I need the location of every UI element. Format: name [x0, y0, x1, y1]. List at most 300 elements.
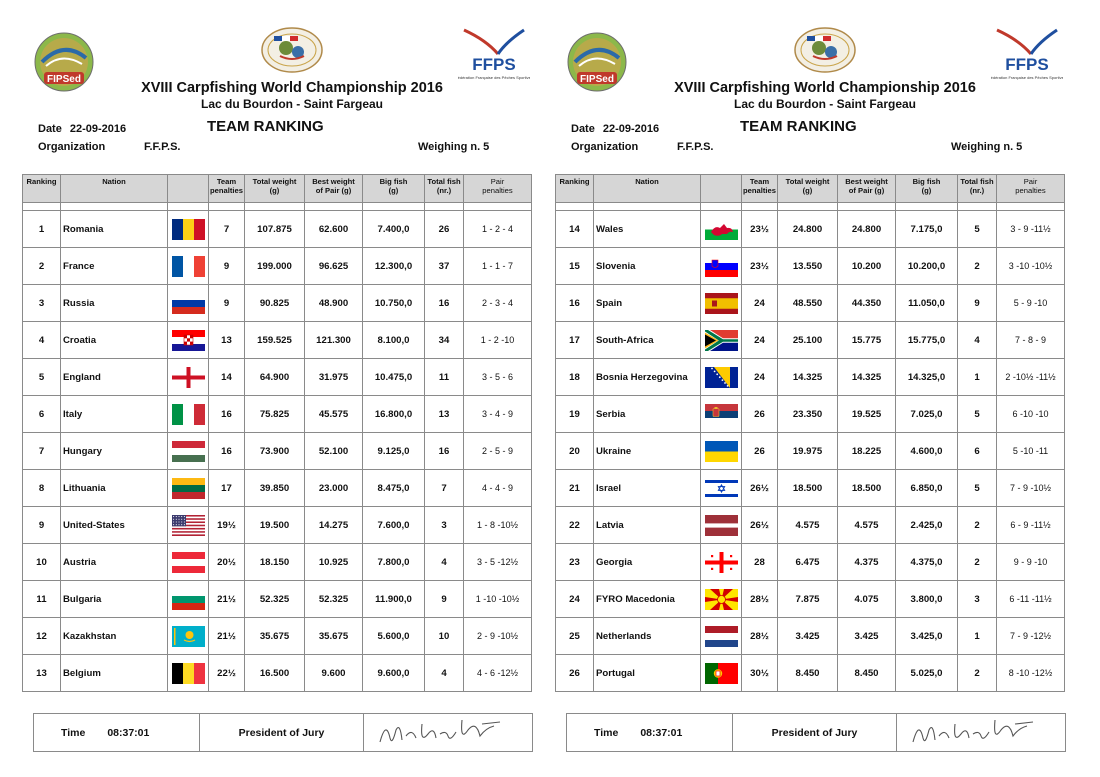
team-penalties-cell: 30½: [742, 655, 778, 692]
time-value: 08:37:01: [640, 726, 683, 739]
table-row: [556, 211, 1065, 248]
big-fish-cell: 2.425,0: [896, 507, 958, 544]
total-fish-cell: 5: [958, 211, 997, 248]
total-fish-cell: 3: [958, 581, 997, 618]
total-fish-cell: 16: [425, 433, 464, 470]
nation-cell: Netherlands: [594, 618, 701, 655]
slovenia-flag: [705, 256, 738, 277]
total-fish-cell: 2: [958, 544, 997, 581]
spacer-cell: [245, 203, 305, 211]
nation-cell: Italy: [61, 396, 168, 433]
table-spacer-row: [556, 203, 1065, 211]
table-row: [556, 396, 1065, 433]
best-pair-weight-cell: 9.600: [305, 655, 363, 692]
pair-penalties-cell: 4 - 6 -12½: [464, 655, 532, 692]
best-pair-weight-cell: 52.325: [305, 581, 363, 618]
nation-cell: Russia: [61, 285, 168, 322]
flag-cell: [168, 618, 209, 655]
best-pair-weight-cell: 3.425: [838, 618, 896, 655]
rank-cell: 11: [23, 581, 61, 618]
ranking-header: [23, 175, 61, 203]
pair-penalties-cell: 3 - 5 -12½: [464, 544, 532, 581]
flag-cell: [168, 470, 209, 507]
table-row: [23, 618, 532, 655]
pair-penalties-cell: 2 - 9 -10½: [464, 618, 532, 655]
rank-cell: 1: [23, 211, 61, 248]
flag-cell: [701, 359, 742, 396]
total-weight-header-line: Total weight: [785, 177, 830, 186]
big-fish-header: [363, 175, 425, 203]
total-fish-cell: 4: [425, 655, 464, 692]
flag-cell: [701, 470, 742, 507]
organization-label: Organization: [571, 141, 639, 153]
team-penalties-cell: 24: [742, 285, 778, 322]
big-fish-cell: 16.800,0: [363, 396, 425, 433]
signature-image: [909, 716, 1039, 750]
flag-cell: [168, 581, 209, 618]
flag-cell: [701, 581, 742, 618]
total-fish-cell: 1: [958, 359, 997, 396]
big-fish-cell: 11.050,0: [896, 285, 958, 322]
best-pair-weight-cell: 62.600: [305, 211, 363, 248]
flag-cell: [168, 248, 209, 285]
table-header-row: [556, 175, 1065, 203]
belgium-flag: [172, 663, 205, 684]
nation-cell: Israel: [594, 470, 701, 507]
total-weight-cell: 24.800: [778, 211, 838, 248]
nation-cell: Belgium: [61, 655, 168, 692]
nation-cell: Croatia: [61, 322, 168, 359]
team-penalties-cell: 20½: [209, 544, 245, 581]
flag-cell: [168, 396, 209, 433]
best-pair-weight-cell: 52.100: [305, 433, 363, 470]
big-fish-cell: 10.475,0: [363, 359, 425, 396]
spacer-cell: [23, 203, 61, 211]
spain-flag: [705, 293, 738, 314]
big-fish-cell: 5.025,0: [896, 655, 958, 692]
team-penalties-cell: 17: [209, 470, 245, 507]
pair-penalties-header-line: Pair: [1023, 177, 1038, 186]
best-weight-pair-header-line: Best weight: [312, 177, 355, 186]
israel-flag: [705, 478, 738, 499]
total-fish-header-line: (nr.): [969, 186, 985, 195]
macedonia-flag: [705, 589, 738, 610]
pair-penalties-cell: 9 - 9 -10: [997, 544, 1065, 581]
total-fish-cell: 9: [958, 285, 997, 322]
big-fish-cell: 15.775,0: [896, 322, 958, 359]
total-weight-header: [245, 175, 305, 203]
spacer-cell: [838, 203, 896, 211]
jury-signature: [897, 714, 1065, 751]
wales-flag: [705, 219, 738, 240]
nation-cell: Austria: [61, 544, 168, 581]
team-penalties-cell: 23½: [742, 248, 778, 285]
total-weight-cell: 64.900: [245, 359, 305, 396]
best-pair-weight-cell: 48.900: [305, 285, 363, 322]
best-pair-weight-cell: 14.325: [838, 359, 896, 396]
italy-flag: [172, 404, 205, 425]
flag-cell: [168, 544, 209, 581]
rank-cell: 21: [556, 470, 594, 507]
team-penalties-header: [209, 175, 245, 203]
flag-cell: [168, 433, 209, 470]
pair-penalties-cell: 1 -10 -10½: [464, 581, 532, 618]
nation-header-line: Nation: [102, 177, 126, 186]
big-fish-cell: 5.600,0: [363, 618, 425, 655]
flag-cell: [701, 433, 742, 470]
total-weight-cell: 39.850: [245, 470, 305, 507]
pair-penalties-cell: 2 -10½ -11½: [997, 359, 1065, 396]
big-fish-cell: 10.200,0: [896, 248, 958, 285]
croatia-flag: [172, 330, 205, 351]
big-fish-cell: 8.475,0: [363, 470, 425, 507]
rank-cell: 16: [556, 285, 594, 322]
nation-cell: England: [61, 359, 168, 396]
championship-venue: Lac du Bourdon - Saint Fargeau: [200, 97, 383, 111]
total-weight-cell: 18.150: [245, 544, 305, 581]
spacer-cell: [742, 203, 778, 211]
bulgaria-flag: [172, 589, 205, 610]
total-weight-cell: 19.975: [778, 433, 838, 470]
team-penalties-cell: 28½: [742, 618, 778, 655]
rank-cell: 25: [556, 618, 594, 655]
total-weight-header-line: (g): [802, 186, 813, 195]
team-penalties-cell: 21½: [209, 581, 245, 618]
table-spacer-row: [23, 203, 532, 211]
nation-cell: Slovenia: [594, 248, 701, 285]
pair-penalties-cell: 7 - 9 -12½: [997, 618, 1065, 655]
pair-penalties-cell: 2 - 5 - 9: [464, 433, 532, 470]
ukraine-flag: [705, 441, 738, 462]
rank-cell: 9: [23, 507, 61, 544]
team-penalties-cell: 21½: [209, 618, 245, 655]
total-fish-cell: 16: [425, 285, 464, 322]
president-of-jury-label: President of Jury: [733, 714, 897, 751]
total-fish-header: [958, 175, 997, 203]
united-states-flag: [172, 515, 205, 536]
big-fish-cell: 9.600,0: [363, 655, 425, 692]
nation-header-line: Nation: [635, 177, 659, 186]
flag-cell: [168, 655, 209, 692]
table-row: [23, 470, 532, 507]
table-row: [23, 359, 532, 396]
big-fish-header: [896, 175, 958, 203]
team-penalties-cell: 26½: [742, 470, 778, 507]
rank-cell: 13: [23, 655, 61, 692]
signature-image: [376, 716, 506, 750]
flag-cell: [701, 211, 742, 248]
best-weight-pair-header-line: of Pair (g): [315, 186, 352, 195]
table-row: [556, 544, 1065, 581]
big-fish-cell: 4.600,0: [896, 433, 958, 470]
total-weight-cell: 199.000: [245, 248, 305, 285]
nation-cell: Serbia: [594, 396, 701, 433]
pair-penalties-header-line: Pair: [490, 177, 505, 186]
hungary-flag: [172, 441, 205, 462]
table-row: [556, 618, 1065, 655]
total-fish-cell: 4: [958, 322, 997, 359]
latvia-flag: [705, 515, 738, 536]
table-row: [23, 248, 532, 285]
table-row: [23, 433, 532, 470]
total-fish-cell: 2: [958, 248, 997, 285]
table-row: [23, 285, 532, 322]
team-penalties-cell: 28: [742, 544, 778, 581]
nation-cell: France: [61, 248, 168, 285]
pair-penalties-cell: 7 - 9 -10½: [997, 470, 1065, 507]
total-weight-cell: 90.825: [245, 285, 305, 322]
table-row: [23, 322, 532, 359]
pair-penalties-cell: 3 -10 -10½: [997, 248, 1065, 285]
total-weight-header-line: Total weight: [252, 177, 297, 186]
pair-penalties-cell: 4 - 4 - 9: [464, 470, 532, 507]
table-row: [556, 507, 1065, 544]
pair-penalties-cell: 3 - 9 -11½: [997, 211, 1065, 248]
best-pair-weight-cell: 96.625: [305, 248, 363, 285]
romania-flag: [172, 219, 205, 240]
flag-cell: [168, 359, 209, 396]
ranking-title: TEAM RANKING: [207, 118, 324, 135]
ranking-sheet-left: [22, 0, 562, 777]
total-fish-header-line: (nr.): [436, 186, 452, 195]
rank-cell: 20: [556, 433, 594, 470]
pair-penalties-cell: 6 -10 -10: [997, 396, 1065, 433]
big-fish-cell: 9.125,0: [363, 433, 425, 470]
organization-label: Organization: [38, 141, 106, 153]
ranking-title: TEAM RANKING: [740, 118, 857, 135]
table-header-row: [23, 175, 532, 203]
table-row: [556, 433, 1065, 470]
flag-cell: [701, 655, 742, 692]
rank-cell: 2: [23, 248, 61, 285]
nation-header: [61, 175, 168, 203]
championship-emblem-logo: [260, 26, 324, 74]
spacer-cell: [61, 203, 168, 211]
big-fish-cell: 7.600,0: [363, 507, 425, 544]
rank-cell: 10: [23, 544, 61, 581]
fipsed-logo-text: FIPSed: [580, 74, 614, 85]
ffps-logo-subtext: Fédération Française des Pêches Sportives: [458, 75, 530, 80]
total-weight-cell: 16.500: [245, 655, 305, 692]
ranking-sheet-right: [555, 0, 1095, 777]
championship-emblem-logo: [793, 26, 857, 74]
time-field: [567, 714, 733, 751]
rank-cell: 3: [23, 285, 61, 322]
best-pair-weight-cell: 35.675: [305, 618, 363, 655]
best-weight-pair-header: [305, 175, 363, 203]
team-penalties-cell: 26: [742, 396, 778, 433]
flag-cell: [168, 507, 209, 544]
total-fish-cell: 6: [958, 433, 997, 470]
serbia-flag: [705, 404, 738, 425]
team-penalties-header-line: Team: [216, 177, 237, 186]
best-pair-weight-cell: 31.975: [305, 359, 363, 396]
nation-header: [594, 175, 701, 203]
portugal-flag: [705, 663, 738, 684]
spacer-cell: [168, 203, 209, 211]
big-fish-cell: 10.750,0: [363, 285, 425, 322]
total-fish-cell: 1: [958, 618, 997, 655]
big-fish-cell: 6.850,0: [896, 470, 958, 507]
date-value: 22-09-2016: [602, 123, 660, 135]
team-penalties-cell: 14: [209, 359, 245, 396]
total-fish-cell: 13: [425, 396, 464, 433]
nation-cell: Ukraine: [594, 433, 701, 470]
total-weight-header-line: (g): [269, 186, 280, 195]
total-weight-cell: 14.325: [778, 359, 838, 396]
table-row: [556, 248, 1065, 285]
date-field: [38, 123, 126, 135]
pair-penalties-cell: 1 - 2 - 4: [464, 211, 532, 248]
total-weight-cell: 8.450: [778, 655, 838, 692]
weighing-number: Weighing n. 5: [418, 141, 490, 153]
total-weight-cell: 25.100: [778, 322, 838, 359]
table-row: [23, 544, 532, 581]
team-penalties-cell: 13: [209, 322, 245, 359]
team-penalties-header-line: penalties: [743, 186, 776, 195]
total-fish-cell: 11: [425, 359, 464, 396]
best-weight-pair-header-line: of Pair (g): [848, 186, 885, 195]
total-fish-cell: 10: [425, 618, 464, 655]
best-pair-weight-cell: 10.200: [838, 248, 896, 285]
flag-cell: [701, 396, 742, 433]
rank-cell: 7: [23, 433, 61, 470]
england-flag: [172, 367, 205, 388]
table-row: [556, 581, 1065, 618]
flag-header: [701, 175, 742, 203]
team-penalties-cell: 23½: [742, 211, 778, 248]
time-label: Time: [594, 726, 619, 739]
ranking-header-line: Ranking: [26, 177, 57, 186]
total-weight-cell: 7.875: [778, 581, 838, 618]
total-fish-cell: 5: [958, 470, 997, 507]
team-penalties-cell: 9: [209, 285, 245, 322]
georgia-flag: [705, 552, 738, 573]
flag-cell: [701, 248, 742, 285]
championship-title: XVIII Carpfishing World Championship 2016: [674, 80, 976, 96]
pair-penalties-cell: 8 -10 -12½: [997, 655, 1065, 692]
table-row: [23, 211, 532, 248]
best-pair-weight-cell: 45.575: [305, 396, 363, 433]
team-penalties-header: [742, 175, 778, 203]
bosnia-herzegovina-flag: [705, 367, 738, 388]
pair-penalties-cell: 6 -11 -11½: [997, 581, 1065, 618]
flag-cell: [168, 211, 209, 248]
flag-header: [168, 175, 209, 203]
pair-penalties-header: [997, 175, 1065, 203]
team-penalties-cell: 9: [209, 248, 245, 285]
spacer-cell: [464, 203, 532, 211]
ffps-logo-subtext: Fédération Française des Pêches Sportives: [991, 75, 1063, 80]
team-penalties-cell: 26: [742, 433, 778, 470]
big-fish-cell: 4.375,0: [896, 544, 958, 581]
flag-cell: [701, 544, 742, 581]
total-weight-cell: 4.575: [778, 507, 838, 544]
total-fish-cell: 9: [425, 581, 464, 618]
total-fish-cell: 5: [958, 396, 997, 433]
rank-cell: 12: [23, 618, 61, 655]
pair-penalties-header-line: penalties: [1015, 186, 1046, 195]
pair-penalties-cell: 2 - 3 - 4: [464, 285, 532, 322]
date-field: [571, 123, 659, 135]
pair-penalties-cell: 6 - 9 -11½: [997, 507, 1065, 544]
spacer-cell: [209, 203, 245, 211]
table-row: [556, 359, 1065, 396]
best-pair-weight-cell: 4.575: [838, 507, 896, 544]
total-weight-cell: 18.500: [778, 470, 838, 507]
big-fish-cell: 3.425,0: [896, 618, 958, 655]
championship-venue: Lac du Bourdon - Saint Fargeau: [733, 97, 916, 111]
spacer-cell: [556, 203, 594, 211]
russia-flag: [172, 293, 205, 314]
nation-cell: Georgia: [594, 544, 701, 581]
big-fish-cell: 7.025,0: [896, 396, 958, 433]
total-fish-header-line: Total fish: [427, 177, 461, 186]
big-fish-cell: 12.300,0: [363, 248, 425, 285]
team-penalties-cell: 24: [742, 322, 778, 359]
table-row: [556, 470, 1065, 507]
table-body: [23, 203, 532, 692]
nation-cell: Bosnia Herzegovina: [594, 359, 701, 396]
team-penalties-cell: 16: [209, 396, 245, 433]
spacer-cell: [958, 203, 997, 211]
total-fish-cell: 34: [425, 322, 464, 359]
ranking-table: [555, 174, 1065, 692]
big-fish-cell: 8.100,0: [363, 322, 425, 359]
weighing-number: Weighing n. 5: [951, 141, 1023, 153]
nation-cell: FYRO Macedonia: [594, 581, 701, 618]
best-pair-weight-cell: 8.450: [838, 655, 896, 692]
rank-cell: 22: [556, 507, 594, 544]
flag-cell: [701, 285, 742, 322]
nation-cell: South-Africa: [594, 322, 701, 359]
nation-cell: Romania: [61, 211, 168, 248]
total-weight-cell: 35.675: [245, 618, 305, 655]
nation-cell: Hungary: [61, 433, 168, 470]
ffps-logo-text: FFPS: [472, 55, 516, 74]
big-fish-cell: 7.400,0: [363, 211, 425, 248]
time-field: [34, 714, 200, 751]
rank-cell: 6: [23, 396, 61, 433]
rank-cell: 14: [556, 211, 594, 248]
france-flag: [172, 256, 205, 277]
team-penalties-cell: 26½: [742, 507, 778, 544]
big-fish-cell: 14.325,0: [896, 359, 958, 396]
total-weight-cell: 52.325: [245, 581, 305, 618]
best-pair-weight-cell: 15.775: [838, 322, 896, 359]
ffps-logo-text: FFPS: [1005, 55, 1049, 74]
total-weight-header: [778, 175, 838, 203]
table-row: [556, 285, 1065, 322]
big-fish-cell: 7.800,0: [363, 544, 425, 581]
flag-cell: [701, 618, 742, 655]
total-fish-cell: 2: [958, 507, 997, 544]
rank-cell: 26: [556, 655, 594, 692]
best-pair-weight-cell: 24.800: [838, 211, 896, 248]
big-fish-header-line: Big fish: [912, 177, 941, 186]
best-weight-pair-header: [838, 175, 896, 203]
ffps-logo: [458, 28, 530, 82]
rank-cell: 8: [23, 470, 61, 507]
spacer-cell: [778, 203, 838, 211]
pair-penalties-cell: 5 - 9 -10: [997, 285, 1065, 322]
team-penalties-cell: 19½: [209, 507, 245, 544]
total-fish-header-line: Total fish: [960, 177, 994, 186]
pair-penalties-cell: 1 - 8 -10½: [464, 507, 532, 544]
nation-cell: Spain: [594, 285, 701, 322]
pair-penalties-cell: 1 - 1 - 7: [464, 248, 532, 285]
date-label: Date: [571, 123, 595, 135]
